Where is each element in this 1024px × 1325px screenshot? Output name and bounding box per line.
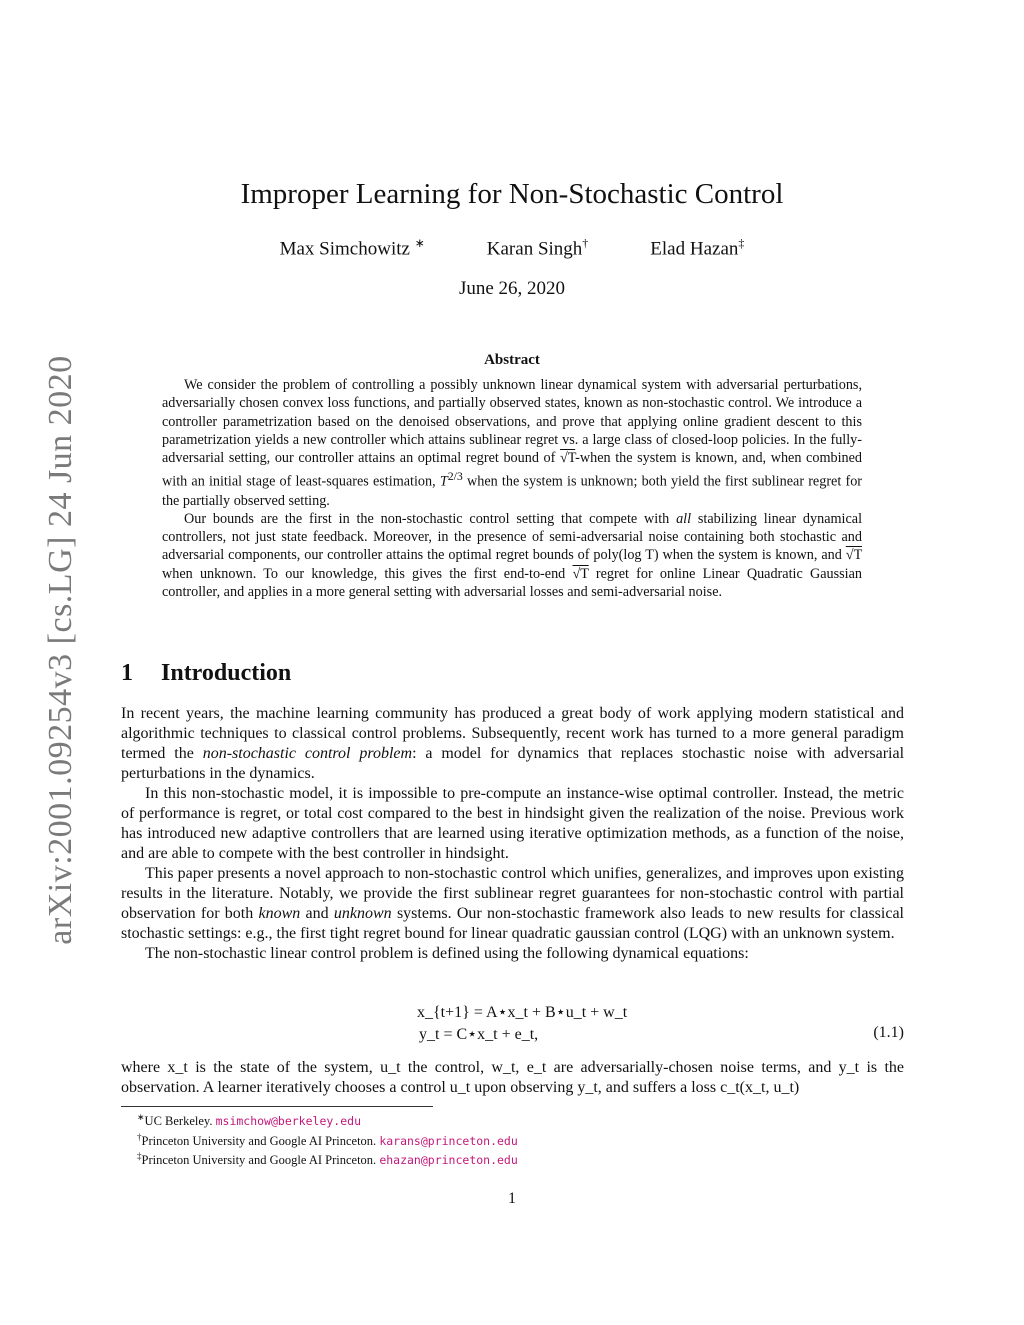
footnote-2: †Princeton University and Google AI Princeton. karans@princeton.edu [137, 1131, 518, 1148]
email-link-singh[interactable]: karans@princeton.edu [379, 1133, 518, 1148]
section-title: Introduction [161, 660, 292, 686]
footnote-divider [121, 1106, 433, 1107]
footnote-3: ‡Princeton University and Google AI Princeton. ehazan@princeton.edu [137, 1151, 518, 1168]
intro-paragraph-2: In this non-stochastic model, it is impossible to pre-compute an instance-wise optimal controller. Instead, the metric of performance is regret, or total cost compared to the best in hindsight given the realization of the noise. Previous work has introduced new adaptive controllers that are learned using iterative optimization methods, as a function of the noise, and are able to compete with the best controller in hindsight. [121, 785, 904, 862]
footnotes [121, 1110, 904, 1169]
section-heading-introduction [121, 660, 291, 687]
intro-paragraph-1: In recent years, the machine learning community has produced a great body of work applying modern statistical and algorithmic techniques to classical control problems. Subsequently, recent work has turned to a more general paradigm termed the non-stochastic control problem: a model for dynamics that replaces stochastic noise with adversarial perturbations in the dynamics. [121, 705, 905, 782]
equation-1-1 [121, 998, 904, 1046]
email-link-hazan[interactable]: ehazan@princeton.edu [379, 1153, 518, 1168]
equation-line-state-update: x_{t+1} = A⋆x_t + B⋆u_t + w_t [417, 1004, 628, 1021]
publication-date: June 26, 2020 [458, 278, 566, 299]
author-2: Karan Singh† [486, 236, 589, 260]
author-list [0, 236, 1024, 260]
post-equation-text [121, 1058, 904, 1098]
abstract-paragraph-2: Our bounds are the first in the non-stochastic control setting that compete with all stabilizing linear dynamical controllers, not just state feedback. Moreover, in the presence of semi-adversarial noise containing both stochastic and adversarial components, our controller attains the optimal regret bounds of poly(log T) when the system is known, and √T when unknown. To our knowledge, this gives the first end-to-end √T regret for online Linear Quadratic Gaussian controller, and applies in a more general setting with adversarial losses and semi-adversarial noise. [162, 510, 863, 600]
equation-number: (1.1) [873, 1024, 904, 1041]
paper-title: Improper Learning for Non-Stochastic Control [240, 178, 784, 210]
author-3: Elad Hazan‡ [650, 236, 745, 260]
arxiv-identifier-stamp: arXiv:2001.09254v3 [cs.LG] 24 Jun 2020 [42, 355, 79, 945]
intro-paragraph-3: This paper presents a novel approach to non-stochastic control which unifies, generalizes, and improves upon existing results in the literature. Notably, we provide the first sublinear regret guarantees for non-stochastic control with partial observation for both known and unknown systems. Our non-stochastic framework also leads to new results for classical stochastic settings: e.g., the first tight regret bound for linear quadratic gaussian control (LQG) with an unknown system. [121, 865, 904, 942]
intro-paragraph-4: The non-stochastic linear control problem is defined using the following dynamical equations: [145, 945, 749, 962]
abstract-body [162, 376, 862, 601]
page-number: 1 [508, 1190, 516, 1207]
equation-line-observation: y_t = C⋆x_t + e_t, [419, 1026, 539, 1043]
abstract-heading: Abstract [484, 352, 540, 368]
email-link-simchowitz[interactable]: msimchow@berkeley.edu [215, 1114, 361, 1129]
author-1: Max Simchowitz ∗ [279, 236, 425, 260]
introduction-body [121, 704, 904, 964]
post-equation-paragraph: where x_t is the state of the system, u_t the control, w_t, e_t are adversarially-chosen noise terms, and y_t is the observation. A learner iteratively chooses a control u_t upon observing y_t, and suffers a loss c_t(x_t, u_t) [121, 1059, 904, 1096]
section-number: 1 [121, 660, 133, 686]
footnote-1: ∗UC Berkeley. msimchow@berkeley.edu [137, 1112, 361, 1129]
abstract-paragraph-1: We consider the problem of controlling a possibly unknown linear dynamical system with adversarial perturbations, adversarially chosen convex loss functions, and partially observed states, known as non-stochastic control. We introduce a controller parametrization based on the denoised observations, and prove that applying online gradient descent to this parametrization yields a new controller which attains sublinear regret vs. a large class of closed-loop policies. In the fully-adversarial setting, our controller attains an optimal regret bound of √T-when the system is known, and, when combined with an initial stage of least-squares estimation, $T^{2/3}$ when the system is unknown; both yield the first sublinear regret for the partially observed setting. [162, 377, 863, 509]
